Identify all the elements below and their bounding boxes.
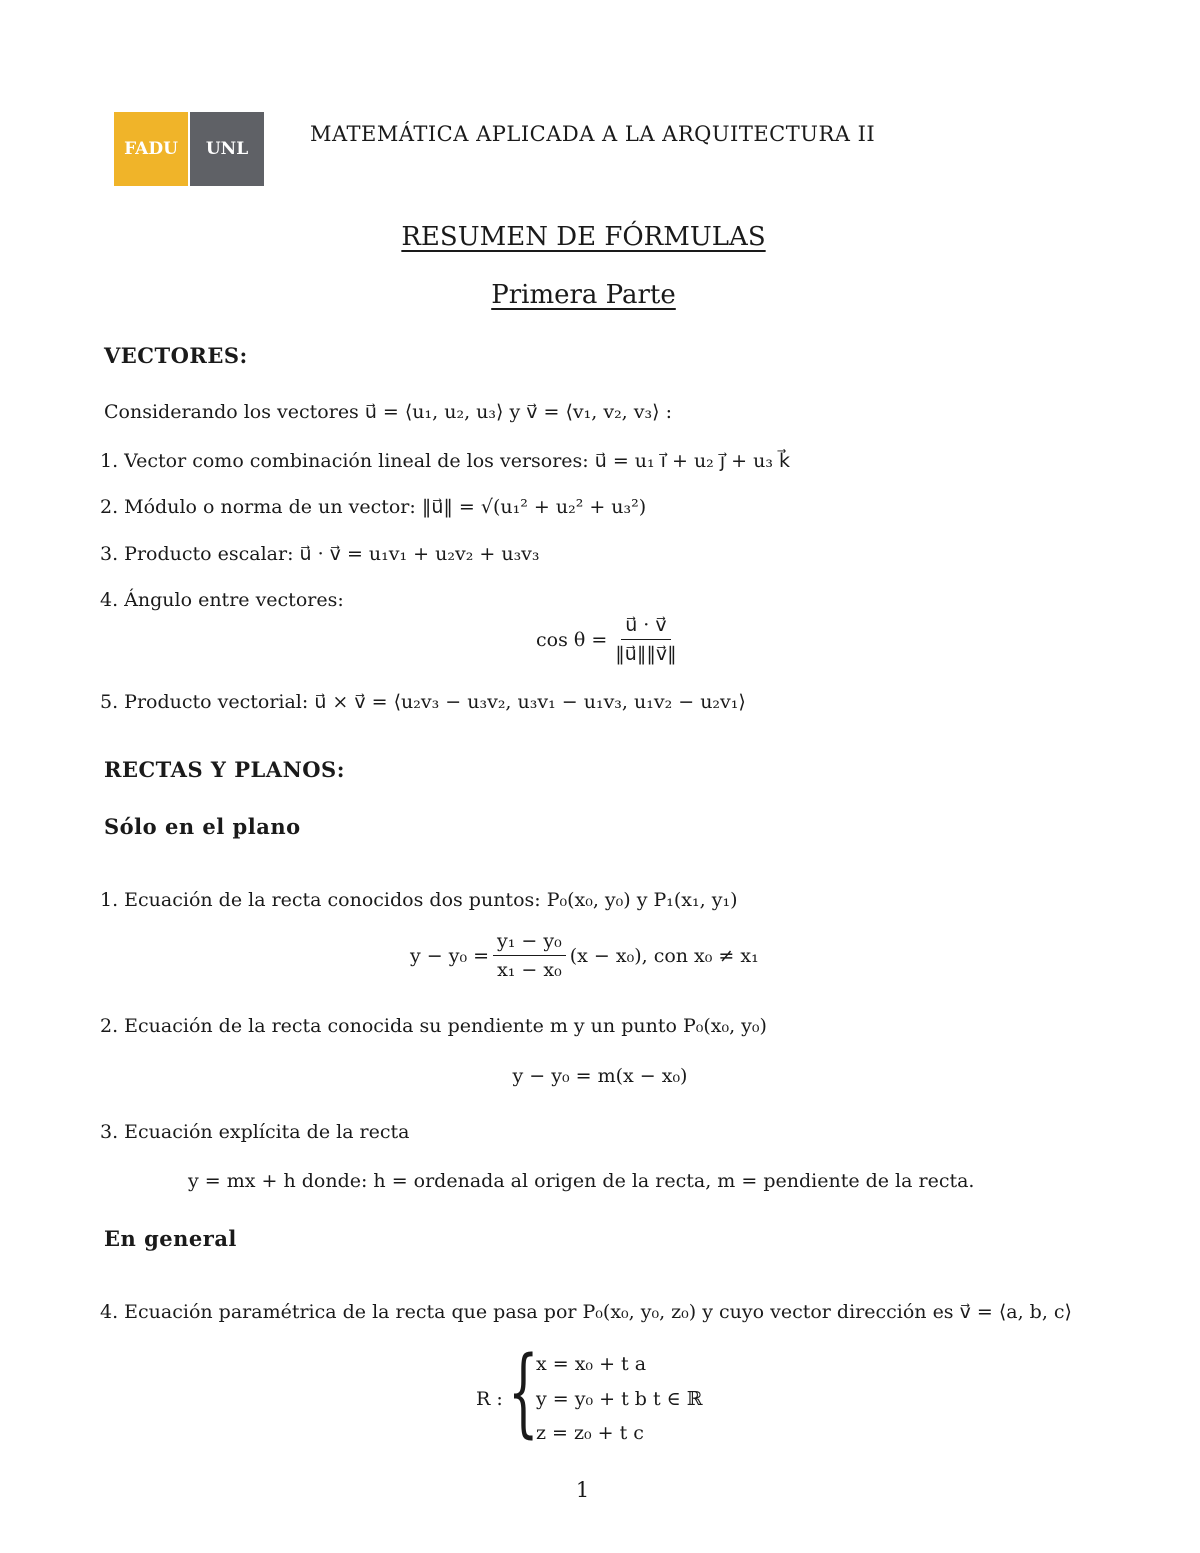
- eq1-lhs: y − y₀ =: [410, 944, 490, 967]
- cosine-lhs: cos θ =: [536, 628, 608, 651]
- param-eq-x: x = x₀ + t a: [536, 1353, 647, 1375]
- recta-item-2: 2. Ecuación de la recta conocida su pendiente m y un punto P₀(x₀, y₀): [100, 1015, 767, 1037]
- left-brace-icon: {: [508, 1336, 539, 1448]
- formula-item-5: 5. Producto vectorial: u⃗ × v⃗ = ⟨u₂v₃ − u₃v₂, u₃v₁ − u₁v₃, u₁v₂ − u₂v₁⟩: [100, 691, 746, 713]
- formula-item-3: 3. Producto escalar: u⃗ · v⃗ = u₁v₁ + u₂v₂ + u₃v₃: [100, 543, 540, 565]
- point-slope-equation: y − y₀ = m(x − x₀): [512, 1065, 688, 1087]
- eq1-rhs: (x − x₀), con x₀ ≠ x₁: [569, 944, 759, 967]
- subsection-general: En general: [104, 1226, 237, 1251]
- section-heading-rectas: RECTAS Y PLANOS:: [104, 757, 345, 782]
- eq1-fraction: [493, 930, 566, 981]
- logo-unl: UNL: [190, 112, 264, 186]
- recta-item-3: 3. Ecuación explícita de la recta: [100, 1121, 410, 1143]
- two-point-equation: [410, 930, 759, 981]
- cosine-numerator: u⃗ · v⃗: [621, 614, 670, 640]
- eq1-numerator: y₁ − y₀: [493, 930, 566, 956]
- eq1-denominator: x₁ − x₀: [497, 959, 562, 981]
- cosine-formula: [536, 614, 685, 665]
- page-title: RESUMEN DE FÓRMULAS: [401, 222, 766, 252]
- formula-item-4: 4. Ángulo entre vectores:: [100, 589, 344, 611]
- formula-item-2: 2. Módulo o norma de un vector: ‖u⃗‖ = √(u₁² + u₂² + u₃²): [100, 496, 647, 518]
- course-title: MATEMÁTICA APLICADA A LA ARQUITECTURA II: [310, 122, 876, 146]
- page-subtitle: Primera Parte: [491, 280, 676, 310]
- system-label: R :: [476, 1388, 503, 1410]
- section-heading-vectores: VECTORES:: [104, 343, 248, 368]
- fadu-unl-logo: [114, 112, 264, 186]
- param-eq-z: z = z₀ + t c: [536, 1422, 644, 1444]
- cosine-fraction: [611, 614, 680, 665]
- cosine-denominator: ‖u⃗‖‖v⃗‖: [615, 643, 677, 665]
- page-number: 1: [575, 1478, 590, 1502]
- recta-item-4: 4. Ecuación paramétrica de la recta que pasa por P₀(x₀, y₀, z₀) y cuyo vector dirección es v⃗ = ⟨a, b, c⟩: [100, 1301, 1072, 1323]
- param-eq-y: y = y₀ + t b t ∈ ℝ: [536, 1388, 703, 1410]
- vectores-intro: Considerando los vectores u⃗ = ⟨u₁, u₂, u₃⟩ y v⃗ = ⟨v₁, v₂, v₃⟩ :: [104, 401, 672, 423]
- recta-item-1: 1. Ecuación de la recta conocidos dos puntos: P₀(x₀, y₀) y P₁(x₁, y₁): [100, 889, 738, 911]
- formula-item-1: 1. Vector como combinación lineal de los versores: u⃗ = u₁ i⃗ + u₂ j⃗ + u₃ k⃗: [100, 450, 791, 472]
- explicit-equation: y = mx + h donde: h = ordenada al origen de la recta, m = pendiente de la recta.: [188, 1170, 975, 1192]
- subsection-plano: Sólo en el plano: [104, 814, 301, 839]
- logo-fadu: FADU: [114, 112, 188, 186]
